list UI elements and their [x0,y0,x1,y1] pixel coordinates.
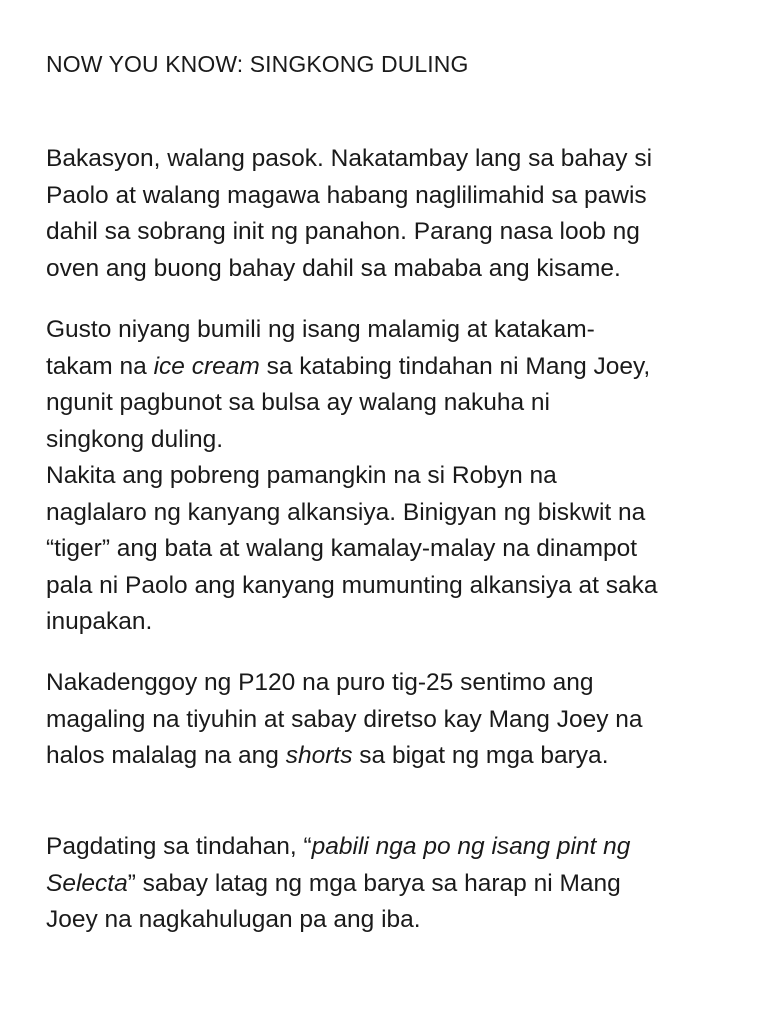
text-line: naglalaro ng kanyang alkansiya. Binigyan ng biskwit na [46,498,646,526]
text-run: ” sabay latag ng mga barya sa harap ni Mang [127,869,621,897]
text-run: halos malalag na ang [46,742,286,769]
text-line: dahil sa sobrang init ng panahon. Parang nasa loob ng [46,218,640,245]
text-line: oven ang buong bahay dahil sa mababa ang kisame. [46,254,621,282]
text-run: takam na [46,352,154,380]
italic-phrase: shorts [285,742,353,769]
text-line: Bakasyon, walang pasok. Nakatambay lang sa bahay si [46,145,653,172]
text-line: Nakita ang pobreng pamangkin na si Robyn na [46,462,557,489]
italic-phrase: pabili nga po ng isang pint ng [311,833,631,860]
text-line: magaling na tiyuhin at sabay diretso kay Mang Joey na [46,705,643,733]
text-line: Nakadenggoy ng P120 na puro tig-25 sentimo ang [46,669,594,696]
text-line: “tiger” ang bata at walang kamalay-malay na dinampot [46,535,638,562]
text-line [46,349,746,386]
text-line: pala ni Paolo ang kanyang mumunting alkansiya at saka [46,571,658,599]
text-run: sa bigat ng mga barya. [352,742,609,769]
text-run: Pagdating sa tindahan, “ [46,833,312,860]
paragraph-store [46,829,746,939]
text-line: singkong duling. [46,425,224,453]
text-line: inupakan. [46,608,153,635]
text-run: sa katabing tindahan ni Mang Joey, [259,352,651,380]
text-line [46,738,746,775]
text-line: Gusto niyang bumili ng isang malamig at katakam- [46,316,595,343]
text-line [46,866,746,903]
paragraph-vacation [46,141,746,287]
text-line: Joey na nagkahulugan pa ang iba. [46,906,421,933]
italic-phrase: ice cream [153,352,260,380]
italic-phrase: Selecta [46,869,128,897]
text-line: ngunit pagbunot sa bulsa ay walang nakuha ni [46,389,550,416]
paragraph-ice-cream [46,312,746,641]
page-title: NOW YOU KNOW: SINGKONG DULING [46,51,469,77]
paragraph-coins [46,665,746,775]
text-line [46,829,746,866]
text-line: Paolo at walang magawa habang naglilimahid sa pawis [46,181,647,209]
